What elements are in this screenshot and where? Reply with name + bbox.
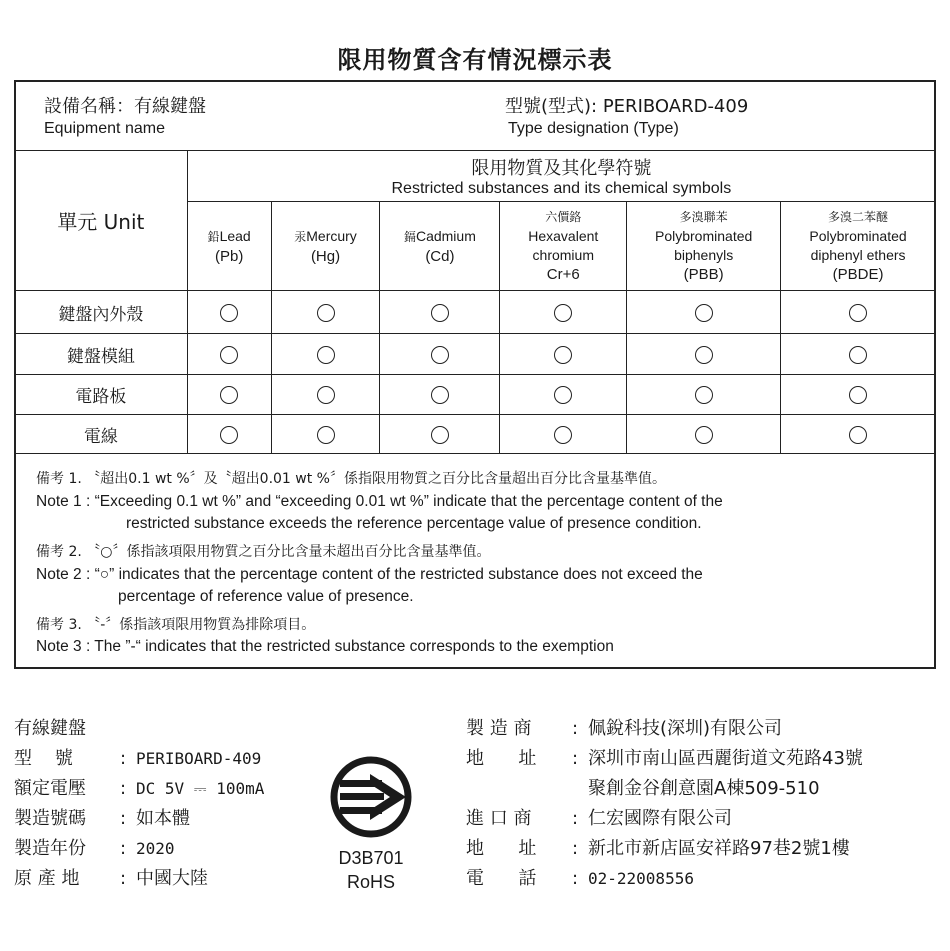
mark-cell: [627, 291, 781, 334]
mark-cell: [781, 375, 936, 415]
mark-cell: [627, 334, 781, 375]
substance-mercury: 汞Mercury (Hg): [271, 202, 380, 291]
substance-cadmium: 鎘Cadmium (Cd): [380, 202, 500, 291]
circle-mark-icon: [317, 346, 335, 364]
substance-hexavalent-chromium: 六價鉻 Hexavalent chromium Cr+6: [500, 202, 627, 291]
note-1-zh: 備考 1. 〝超出0.1 wt %〞及〝超出0.01 wt %〞係指限用物質之百分比含量超出百分比含量基準值。: [36, 471, 666, 487]
note-1-en: Note 1 : “Exceeding 0.1 wt %” and “exceeding 0.01 wt %” indicate that the percentage content of the: [36, 493, 723, 510]
circle-mark-icon: [431, 426, 449, 444]
mark-cell: [187, 334, 271, 375]
row-unit-label: 電路板: [15, 375, 188, 415]
circle-mark-icon: [849, 426, 867, 444]
circle-mark-icon: [317, 304, 335, 322]
row-unit-label: 鍵盤模組: [15, 334, 188, 375]
circle-mark-icon: [695, 426, 713, 444]
substance-pbb: 多溴聯苯 Polybrominated biphenyls (PBB): [627, 202, 781, 291]
mark-cell: [187, 291, 271, 334]
mark-cell: [500, 291, 627, 334]
circle-mark-icon: [431, 304, 449, 322]
circle-mark-icon: [317, 386, 335, 404]
mark-cell: [380, 291, 500, 334]
circle-mark-icon: [220, 386, 238, 404]
circle-mark-icon: [220, 426, 238, 444]
substance-lead: 鉛Lead (Pb): [187, 202, 271, 291]
mark-cell: [187, 415, 271, 454]
note-3-en: Note 3 : The ”-“ indicates that the restricted substance corresponds to the exemption: [36, 638, 614, 655]
mark-cell: [271, 415, 380, 454]
circle-mark-icon: [695, 346, 713, 364]
mark-cell: [380, 415, 500, 454]
note-2-zh: 備考 2. 〝○〞係指該項限用物質之百分比含量未超出百分比含量基準值。: [36, 544, 491, 560]
restricted-substances-header: [187, 151, 935, 202]
circle-mark-icon: [554, 386, 572, 404]
restricted-substances-zh: 限用物質及其化學符號: [471, 158, 652, 179]
company-info: [466, 714, 863, 894]
circle-mark-icon: [554, 304, 572, 322]
product-name: 有線鍵盤: [14, 718, 86, 739]
row-unit-label: 鍵盤內外殼: [15, 291, 188, 334]
mark-cell: [271, 375, 380, 415]
mark-cell: [187, 375, 271, 415]
circle-mark-icon: [317, 426, 335, 444]
mark-cell: [781, 415, 936, 454]
address-line: 地 址 : 深圳市南山區西麗街道文苑路43號: [466, 748, 863, 769]
manufacturer-line: 製 造 商 : 佩銳科技(深圳)有限公司: [466, 718, 783, 739]
circle-mark-icon: [695, 386, 713, 404]
certification-labels: [330, 846, 412, 894]
circle-mark-icon: [849, 346, 867, 364]
circle-mark-icon: [849, 304, 867, 322]
rohs-label: RoHS: [346, 872, 395, 892]
mark-cell: [271, 334, 380, 375]
mark-cell: [627, 375, 781, 415]
address-line-2: 聚創金谷創意園A棟509-510: [588, 778, 820, 799]
table-row: [15, 415, 936, 454]
type-designation-zh: 型號(型式): PERIBOARD-409: [505, 96, 749, 117]
substance-pbde: 多溴二苯醚 Polybrominated diphenyl ethers (PBDE): [781, 202, 936, 291]
note-2-en: Note 2 : “○” indicates that the percentage content of the restricted substance does not exceed the: [36, 566, 703, 583]
page-title: 限用物質含有情況標示表: [337, 46, 613, 74]
model-line: 型 號 : PERIBOARD-409: [14, 748, 262, 769]
note-2-en-cont: percentage of reference value of presence.: [118, 588, 414, 605]
bsmi-certification-mark-icon: [326, 752, 416, 842]
note-3-zh: 備考 3. 〝-〞係指該項限用物質為排除項目。: [36, 617, 316, 633]
mark-cell: [781, 334, 936, 375]
year-line: 製造年份 : 2020: [14, 838, 175, 859]
circle-mark-icon: [220, 346, 238, 364]
rating-line: 額定電壓 : DC 5V ⎓ 100mA: [14, 778, 265, 799]
product-info: [14, 714, 264, 894]
restricted-substances-table: [14, 150, 936, 454]
note-1-en-cont: restricted substance exceeds the reference percentage value of presence condition.: [126, 515, 702, 532]
certification-code: D3B701: [338, 848, 404, 868]
serial-line: 製造號碼 : 如本體: [14, 808, 190, 829]
table-row: [15, 375, 936, 415]
phone-line: 電 話 : 02-22008556: [466, 868, 694, 889]
mark-cell: [380, 375, 500, 415]
equipment-name-zh: 設備名稱：有線鍵盤: [44, 96, 206, 117]
circle-mark-icon: [554, 346, 572, 364]
mark-cell: [627, 415, 781, 454]
restricted-substances-en: Restricted substances and its chemical symbols: [391, 180, 732, 197]
mark-cell: [781, 291, 936, 334]
circle-mark-icon: [849, 386, 867, 404]
circle-mark-icon: [431, 346, 449, 364]
row-unit-label: 電線: [15, 415, 188, 454]
table-row: [15, 291, 936, 334]
table-row: [15, 334, 936, 375]
mark-cell: [380, 334, 500, 375]
circle-mark-icon: [431, 386, 449, 404]
type-designation-en: Type designation (Type): [508, 120, 679, 137]
importer-address-line: 地 址 : 新北市新店區安祥路97巷2號1樓: [466, 838, 850, 859]
origin-line: 原 產 地 : 中國大陸: [14, 868, 208, 889]
unit-header: 單元 Unit: [15, 151, 188, 291]
mark-cell: [500, 375, 627, 415]
circle-mark-icon: [220, 304, 238, 322]
mark-cell: [500, 415, 627, 454]
mark-cell: [271, 291, 380, 334]
equipment-name-en: Equipment name: [44, 120, 165, 137]
mark-cell: [500, 334, 627, 375]
circle-mark-icon: [554, 426, 572, 444]
importer-line: 進 口 商 : 仁宏國際有限公司: [466, 808, 732, 829]
circle-mark-icon: [695, 304, 713, 322]
